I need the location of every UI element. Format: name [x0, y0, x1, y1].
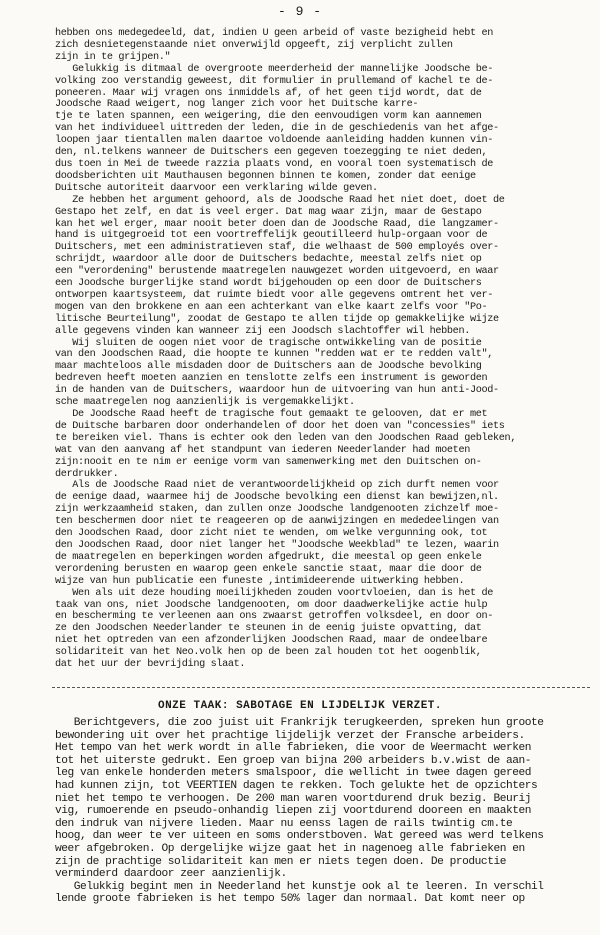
- text-line: de maatregelen en beperkingen worden afgedrukt, die meestal op geen enkele: [55, 551, 482, 563]
- text-line: tot het uiterste gedrukt. Een groep van bijna 200 arbeiders b.v.wist de aan-: [55, 754, 532, 767]
- text-line: vig, rumoerende en pseudo-onhandig liepen zij voortdurend dooreen en maakten: [55, 805, 532, 818]
- text-line: volking zoo verstandig geweest, dit formulier in prullemand of kachel te de-: [55, 75, 494, 87]
- text-line: Duitschers, met een administratieven staf, die welhaast de 500 employés over-: [55, 242, 499, 254]
- article-body-upper: [55, 28, 587, 671]
- text-line: zijn in te grijpen.": [55, 51, 171, 63]
- text-line: wat van den aanvang af het standpunt van iederen Neederlander had moeten: [55, 444, 470, 456]
- text-line: mogen van den brokkene en aan een achterkant van elke kaart zelfs voor "Po-: [55, 301, 488, 313]
- text-line: in de handen van de Duitschers, waardoor hun de uitvoering van hun anti-Jood-: [55, 385, 499, 397]
- text-line: verordening berusten en waarop geen enkele sanctie staat, maar die door de: [55, 563, 482, 575]
- text-line: ze den Joodschen Neederlander te steunen in de eenig juiste opvatting, dat: [55, 623, 482, 635]
- text-line: Het tempo van het werk wordt in alle fabrieken, die voor de Weermacht werken: [55, 742, 532, 755]
- article-body-lower: [55, 717, 587, 906]
- text-line: schrijdt, waardoor alle door de Duitschers bedachte, meestal zelfs niet op: [55, 254, 482, 266]
- page-number: - 9 -: [277, 4, 322, 19]
- text-line: kan het wel erger, maar nooit beter doen dan de Joodsche Raad, die langzamer-: [55, 218, 499, 230]
- text-line: den indruk van nijvere lieden. Maar nu eenss lagen de rails twintig cm.te: [55, 817, 513, 830]
- text-line: de Duitsche barbaren door onderhandelen of door het doen van "concessies" iets: [55, 420, 505, 432]
- text-line: een Joodsche burgerlijke stand wordt bijgehouden op een door de Duitschers: [55, 278, 482, 290]
- text-line: lende groote fabrieken is het tempo 50% lager dan normaal. Dat komt neer op: [55, 893, 525, 906]
- text-line: Berichtgevers, die zoo juist uit Frankrijk terugkeerden, spreken hun groote: [55, 717, 544, 729]
- text-line: den Joodschen Raad, door niet langer het "Joodsche Weekblad" te lezen, waarin: [55, 539, 499, 551]
- text-line: dus toen in Mei de tweede razzia plaats vond, en vooral toen systematisch de: [55, 158, 494, 170]
- section-heading: ONZE TAAK: SABOTAGE EN LIJDELIJK VERZET.: [157, 700, 443, 712]
- text-line: niet het tempo te verhoogen. De 200 man waren voortdurend druk bezig. Beurij: [55, 792, 532, 805]
- text-line: hebben ons medegedeeld, dat, indien U geen arbeid of vaste bezigheid hebt en: [55, 28, 494, 39]
- text-line: den, nl.telkens wanneer de Duitschers een gegeven toezegging te niet deden,: [55, 147, 488, 159]
- text-line: weer afgebroken. Op dergelijke wijze gaat het in nagenoeg alle fabrieken en: [55, 842, 525, 855]
- text-line: doodsberichten uit Mauthausen begonnen binnen te komen, zonder dat eenige: [55, 170, 476, 182]
- text-line: Duitsche autoriteit daarvoor een verklaring wilde geven.: [55, 182, 378, 194]
- text-line: solidariteit van het Neo.volk hen op de been zal houden tot het oogenblik,: [55, 647, 482, 659]
- text-line: te bereiken viel. Thans is echter ook den leden van den Joodschen Raad gebleken,: [55, 432, 517, 444]
- text-line: Wen als uit deze houding moeilijkheden zouden voortvloeien, dan is het de: [55, 587, 494, 599]
- text-line: ten beschermen door niet te reageeren op de aanwijzingen en mededeelingen van: [55, 516, 499, 528]
- text-line: Gelukkig begint men in Neederland het kunstje ook al te leeren. In verschil: [55, 880, 544, 893]
- text-line: de eenige daad, waarmee hij de Joodsche bevolking een dienst kan bewijzen,nl.: [55, 492, 499, 504]
- text-line: een "verordening" berustende maatregelen nauwgezet worden uitgevoerd, en waar: [55, 266, 499, 278]
- text-line: hoog, dan weer te ver uiteen en soms onderstboven. Wat gereed was werd telkens: [55, 830, 544, 843]
- text-line: verminderd daardoor zeer aanzienlijk.: [55, 868, 287, 881]
- text-line: zijn:nooit en te nim er eenige vorm van samenwerking met den Duitschen on-: [55, 456, 482, 468]
- section-divider: [52, 687, 590, 688]
- text-line: niet het optreden van een afzonderlijken Joodschen Raad, maar de ondeelbare: [55, 635, 488, 647]
- text-line: den Joodschen Raad, door zicht niet te wenden, om welke vergunning ook, tot: [55, 528, 488, 540]
- text-line: ontworpen kaartsysteem, dat ruimte biedt voor alle gegevens omtrent het ver-: [55, 289, 494, 301]
- text-line: zijn werkzaamheid staken, dan zullen onze Joodsche landgenooten zichzelf moe-: [55, 504, 499, 516]
- text-line: en bescherming te verleenen aan ons zwaarst getroffen volksdeel, en door on-: [55, 611, 494, 623]
- text-line: van den Joodschen Raad, die hoopte te kunnen "redden wat er te redden valt",: [55, 349, 494, 361]
- text-line: De Joodsche Raad heeft de tragische fout gemaakt te gelooven, dat er met: [55, 409, 488, 420]
- text-line: dat het uur der bevrijding slaat.: [55, 659, 246, 671]
- text-line: hand is uitgegroeid tot een voortreffelijk geoutilleerd hulp-orgaan voor de: [55, 230, 488, 242]
- text-line: Wij sluiten de oogen niet voor de tragische ontwikkeling van de positie: [55, 337, 482, 349]
- text-line: Als de Joodsche Raad niet de verantwoordelijkheid op zich durft nemen voor: [55, 480, 499, 492]
- text-line: zijn de prachtige solidariteit kan men er niets tegen doen. De productie: [55, 855, 506, 868]
- text-line: bedreven heeft moeten aanzien en tenslotte zelfs een instrument is geworden: [55, 373, 488, 385]
- text-line: bewondering uit over het prachtige lijdelijk verzet der Fransche arbeiders.: [55, 729, 525, 742]
- text-line: Ze hebben het argument gehoord, als de Joodsche Raad het niet doet, doet de: [55, 194, 505, 206]
- text-line: poneeren. Maar wij vragen ons inmiddels af, of het geen tijd wordt, dat de: [55, 87, 482, 99]
- text-line: Gestapo het zelf, en dat is veel erger. Dat mag waar zijn, maar de Gestapo: [55, 206, 482, 218]
- text-line: Joodsche Raad weigert, nog langer zich voor het Duitsche karre-: [55, 99, 419, 111]
- text-line: wijze van hun publicatie een funeste ,intimideerende uitwerking hebben.: [55, 575, 465, 587]
- text-line: loopen jaar tientallen malen daartoe voldoende aanleiding hadden kunnen vin-: [55, 135, 494, 147]
- text-line: had kunnen zijn, tot VEERTIEN dagen te rekken. Toch gelukte het de opzichters: [55, 779, 538, 792]
- text-line: alle gegevens vinden kan wanneer zij een Joodsch slachtoffer wil hebben.: [55, 325, 470, 337]
- text-line: Gelukkig is ditmaal de overgroote meerderheid der mannelijke Joodsche be-: [55, 63, 494, 75]
- text-line: derdrukker.: [55, 468, 119, 480]
- text-line: zich desnietegenstaande niet onverwijld opgeeft, zij verplicht zullen: [55, 39, 453, 51]
- text-line: maar machteloos alle misdaden door de Duitschers aan de Joodsche bevolking: [55, 361, 482, 373]
- text-line: tje te laten spannen, een weigering, die den eenvoudigen vorm kan aannemen: [55, 111, 482, 123]
- text-line: van het individueel uittreden der leden, die in de geschiedenis van het afge-: [55, 123, 499, 135]
- text-line: sche maatregelen nog aanzienlijk is vergemakkelijkt.: [55, 397, 355, 409]
- text-line: litische Beurteilung", zoodat de Gestapo te allen tijde op gemakkelijke wijze: [55, 313, 499, 325]
- text-line: taak van ons, niet Joodsche landgenooten, om door daadwerkelijke actie hulp: [55, 599, 488, 611]
- text-line: leg van enkele honderden meters smalspoor, die wellicht in twee dagen gereed: [55, 767, 532, 780]
